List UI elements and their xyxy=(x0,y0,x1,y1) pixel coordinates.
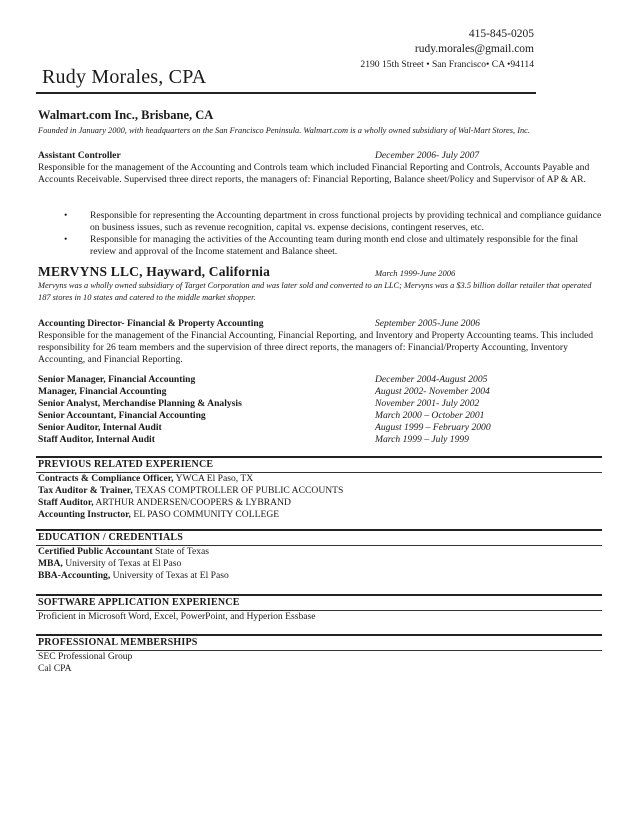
software-section-title: SOFTWARE APPLICATION EXPERIENCE xyxy=(38,597,240,608)
section-divider xyxy=(36,456,602,458)
position-row xyxy=(38,422,604,434)
position-title: Manager, Financial Accounting xyxy=(38,386,167,397)
education-section-title: EDUCATION / CREDENTIALS xyxy=(38,532,183,543)
position-title: Senior Manager, Financial Accounting xyxy=(38,374,196,385)
previous-item xyxy=(38,485,343,497)
walmart-role-title: Assistant Controller xyxy=(38,150,121,161)
previous-item-org: ARTHUR ANDERSEN/COOPERS & LYBRAND xyxy=(95,497,291,508)
position-dates: March 2000 – October 2001 xyxy=(375,410,485,421)
walmart-bullets xyxy=(38,210,604,258)
bullet-text: Responsible for managing the activities of the Accounting team during month end close and ultimately responsible for the final review and approval of the Income statement and Balance sheet. xyxy=(90,234,579,257)
membership-item: Cal CPA xyxy=(38,663,72,674)
position-dates: August 1999 – February 2000 xyxy=(375,422,491,433)
position-dates: August 2002- November 2004 xyxy=(375,386,490,397)
previous-item-org: EL PASO COMMUNITY COLLEGE xyxy=(133,509,280,520)
position-row xyxy=(38,410,604,422)
mervyns-role-dates: September 2005-June 2006 xyxy=(375,318,480,329)
previous-item-role: Staff Auditor, xyxy=(38,497,94,508)
previous-item xyxy=(38,473,253,485)
walmart-role-desc: Responsible for the management of the Accounting and Controls team which included Financial Reporting and Controls, Accounts Payable and Accounts Receivable. Supervised three direct reports, the managers of: Financial Reporting, Balance sheet/Policy and Supervisor of AP & AR. xyxy=(38,162,590,185)
position-dates: December 2004-August 2005 xyxy=(375,374,488,385)
contact-block xyxy=(360,27,534,72)
walmart-role-block xyxy=(38,150,604,186)
phone: 415-845-0205 xyxy=(468,28,534,40)
position-title: Staff Auditor, Internal Audit xyxy=(38,434,155,445)
bullet-item xyxy=(38,210,604,234)
previous-item-role: Accounting Instructor, xyxy=(38,509,131,520)
position-dates: November 2001- July 2002 xyxy=(375,398,480,409)
education-item xyxy=(38,558,181,570)
mervyns-role-row xyxy=(38,318,604,330)
previous-section-title: PREVIOUS RELATED EXPERIENCE xyxy=(38,459,214,470)
memberships-section-title: PROFESSIONAL MEMBERSHIPS xyxy=(38,637,198,648)
bullet-item xyxy=(38,234,604,258)
previous-item-role: Contracts & Compliance Officer, xyxy=(38,473,174,484)
previous-item-role: Tax Auditor & Trainer, xyxy=(38,485,133,496)
position-title: Senior Auditor, Internal Audit xyxy=(38,422,162,433)
email: rudy.morales@gmail.com xyxy=(414,43,534,55)
position-dates: March 1999 – July 1999 xyxy=(375,434,469,445)
walmart-desc: Founded in January 2000, with headquarters on the San Francisco Peninsula. Walmart.com is a wholly owned subsidiary of Wal-Mart Stores, Inc. xyxy=(38,126,530,135)
section-divider xyxy=(36,594,602,596)
header-divider xyxy=(36,92,536,94)
bullet-icon: • xyxy=(64,234,68,245)
section-divider xyxy=(36,529,602,531)
mervyns-org: MERVYNS LLC, Hayward, California xyxy=(38,264,271,279)
previous-item xyxy=(38,497,291,509)
education-item-role: MBA, xyxy=(38,558,63,569)
walmart-role-dates: December 2006- July 2007 xyxy=(375,150,480,161)
membership-item: SEC Professional Group xyxy=(38,651,133,662)
education-item xyxy=(38,570,229,582)
previous-item-org: TEXAS COMPTROLLER OF PUBLIC ACCOUNTS xyxy=(134,485,344,496)
mervyns-role-desc: Responsible for the management of the Financial Accounting, Financial Reporting, and Inventory and Property Accounting teams. This included responsibility for 26 team members and the supervision of three direct reports, the managers of: Financial/Property Accounting, Inventory Accounting, and Financial Reporting. xyxy=(38,330,594,365)
mervyns-role-title: Accounting Director- Financial & Property Accounting xyxy=(38,318,264,329)
position-row xyxy=(38,434,604,446)
position-row xyxy=(38,374,604,386)
mervyns-desc: Mervyns was a wholly owned subsidiary of Target Corporation and was later sold and converted to an LLC; Mervyns was a $3.5 billion dollar retailer that operated 187 stores in 10 states and catered to the middle market shopper. xyxy=(38,281,592,302)
previous-item-org: YWCA El Paso, TX xyxy=(175,473,254,484)
section-divider xyxy=(36,634,602,636)
mervyns-positions xyxy=(38,374,604,446)
education-item xyxy=(38,546,209,558)
bullet-icon: • xyxy=(64,210,68,221)
education-item-org: State of Texas xyxy=(155,546,210,557)
address: 2190 15th Street • San Francisco• CA •94114 xyxy=(360,59,534,70)
education-item-role: BBA-Accounting, xyxy=(38,570,111,581)
education-item-org: University of Texas at El Paso xyxy=(65,558,182,569)
position-row xyxy=(38,386,604,398)
walmart-role-row xyxy=(38,150,604,162)
education-item-org: University of Texas at El Paso xyxy=(112,570,229,581)
software-text: Proficient in Microsoft Word, Excel, PowerPoint, and Hyperion Essbase xyxy=(38,611,316,622)
mervyns-org-row xyxy=(38,266,604,279)
previous-item xyxy=(38,509,279,521)
walmart-org-block xyxy=(38,108,604,137)
mervyns-org-block xyxy=(38,266,604,304)
education-item-role: Certified Public Accountant xyxy=(38,546,153,557)
position-title: Senior Analyst, Merchandise Planning & Analysis xyxy=(38,398,242,409)
walmart-org: Walmart.com Inc., Brisbane, CA xyxy=(38,108,214,122)
position-row xyxy=(38,398,604,410)
bullet-text: Responsible for representing the Accounting department in cross functional projects by providing technical and compliance guidance on business issues, such as revenue recognition, capital vs. expense decisions, contingent reserves, etc. xyxy=(90,210,602,233)
candidate-name: Rudy Morales, CPA xyxy=(42,66,207,88)
mervyns-role-block xyxy=(38,318,604,366)
position-title: Senior Accountant, Financial Accounting xyxy=(38,410,206,421)
mervyns-org-dates: March 1999-June 2006 xyxy=(375,268,456,278)
